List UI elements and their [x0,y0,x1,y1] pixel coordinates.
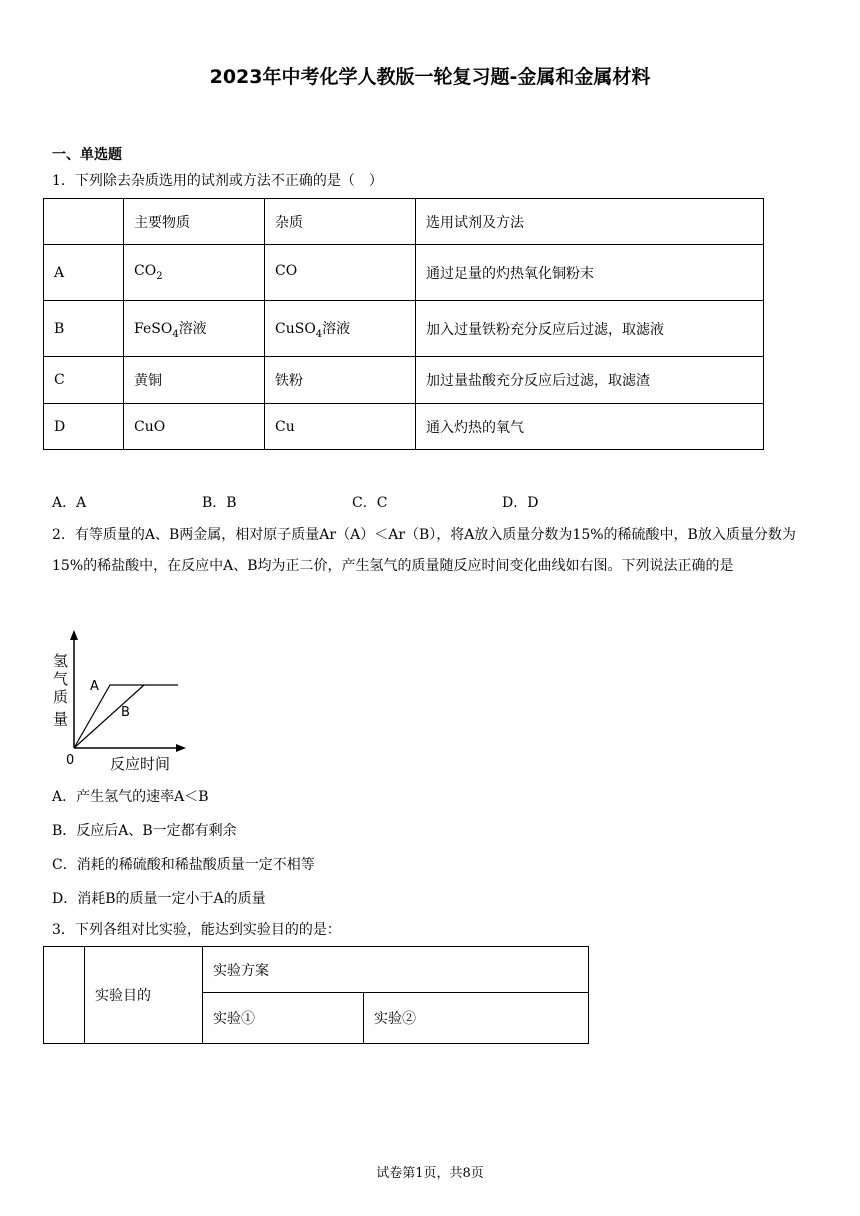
method: 通入灼热的氧气 [416,404,764,450]
q1-table-header [44,199,764,245]
q2-option-a[interactable]: A．产生氢气的速率A＜B [52,789,209,805]
line-b-label: B [121,705,130,720]
table-row [44,947,589,993]
q2-option-c[interactable]: C．消耗的稀硫酸和稀盐酸质量一定不相等 [52,857,315,873]
line-a-label: A [90,679,99,694]
table-row [44,357,764,404]
graph-y-label [53,652,68,728]
method: 加过量盐酸充分反应后过滤，取滤渣 [416,357,764,404]
q1-option-d[interactable]: D．D [502,495,539,511]
row-label: A [44,245,124,301]
q1-header-cell: 主要物质 [124,199,265,245]
q1-option-a[interactable]: A．A [52,495,87,511]
q2-option-b[interactable]: B．反应后A、B一定都有剩余 [52,823,237,839]
section-heading: 一、单选题 [52,147,122,163]
q1-option-b[interactable]: B．B [202,495,237,511]
main-substance: CuO [124,404,265,450]
impurity: CO [265,245,416,301]
q2-option-d[interactable]: D．消耗B的质量一定小于A的质量 [52,891,266,907]
method: 通过足量的灼热氧化铜粉末 [416,245,764,301]
q1-header-cell [44,199,124,245]
svg-text:气: 气 [53,670,69,688]
row-label: C [44,357,124,404]
svg-text:氢: 氢 [53,652,69,670]
impurity: 铁粉 [265,357,416,404]
table-row [44,301,764,357]
q1-header-cell: 杂质 [265,199,416,245]
q3-stem: 3．下列各组对比实验，能达到实验目的的是： [52,922,341,938]
svg-text:质: 质 [53,688,69,706]
method: 加入过量铁粉充分反应后过滤，取滤液 [416,301,764,357]
main-substance: 黄铜 [124,357,265,404]
q3-exp2-header: 实验② [364,993,589,1044]
row-label: B [44,301,124,357]
line-b [74,685,144,748]
q1-table [43,198,764,450]
x-axis-arrow-icon [176,744,186,752]
y-axis-arrow-icon [70,630,78,640]
x-axis-label: 反应时间 [110,755,171,773]
q3-exp1-header: 实验① [203,993,364,1044]
row-label: D [44,404,124,450]
q3-plan-header: 实验方案 [203,947,589,993]
main-substance: FeSO$_4$溶液 [124,301,265,357]
q3-blank-cell [44,947,85,1044]
q1-header-cell: 选用试剂及方法 [416,199,764,245]
q2-graph [48,626,198,776]
main-substance: $CO_2$ [124,245,265,301]
q3-table [43,946,589,1044]
table-row [44,404,764,450]
impurity: Cu [265,404,416,450]
page-footer: 试卷第1页，共8页 [376,1166,484,1181]
svg-text:量: 量 [53,710,69,728]
q2-stem: 2．有等质量的A、B两金属，相对原子质量Ar（A）＜Ar（B），将A放入质量分数为15%的稀硫酸中，B放入质量分数为15%的稀盐酸中，在反应中A、B均为正二价，产生氢气的质量随反应时间变化曲线如右图。下列说法正确的是 [52,527,796,574]
table-row [44,245,764,301]
origin-label: 0 [66,753,75,768]
page-title: 2023年中考化学人教版一轮复习题-金属和金属材料 [209,66,651,88]
q1-stem: 1．下列除去杂质选用的试剂或方法不正确的是（ ） [52,173,383,189]
q3-purpose-header: 实验目的 [85,947,203,1044]
q1-option-c[interactable]: C．C [352,495,388,511]
impurity: CuSO$_4$溶液 [265,301,416,357]
